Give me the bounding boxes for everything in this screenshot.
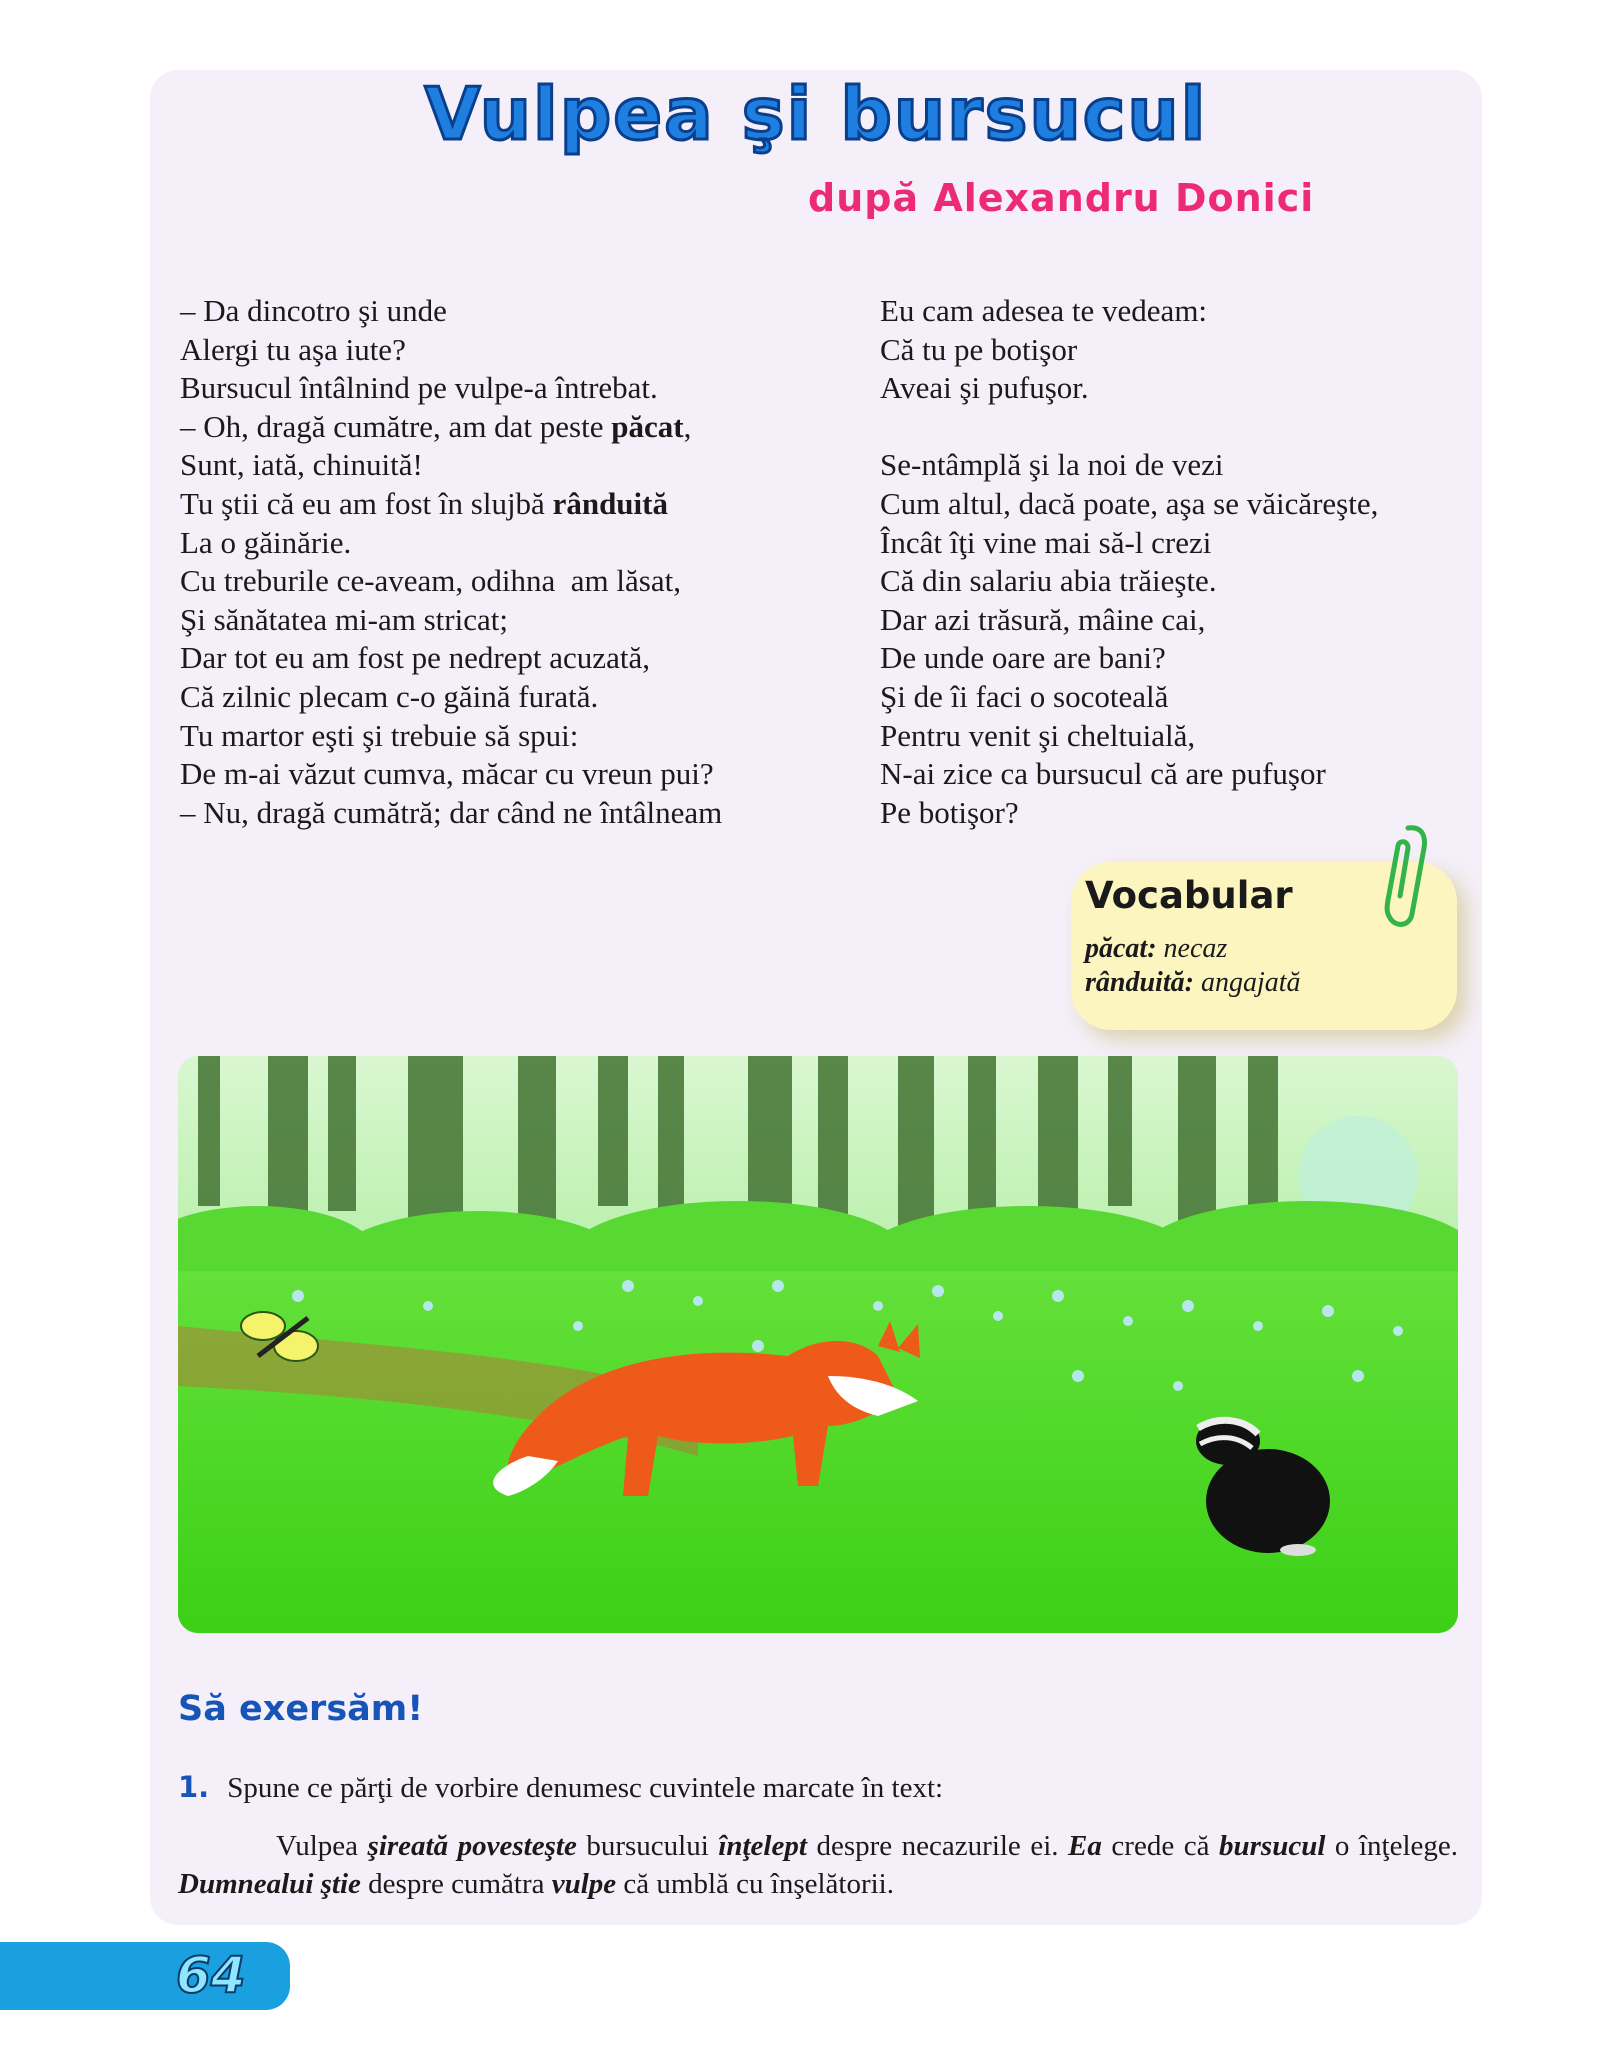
poem-line [880,794,1378,833]
text-run: Cum altul, dacă poate, aşa se văicăreşte, [880,485,1379,521]
poem-line [880,485,1378,524]
poem-line [880,678,1378,717]
poem-line [880,446,1378,485]
text-run: La o găinărie. [180,524,352,560]
fox-badger-illustration [178,1056,1458,1633]
marked-word: păcat [611,408,684,444]
text-run: bursucului [576,1830,719,1862]
text-run: – Nu, dragă cumătră; dar când ne întâlneam [180,794,723,830]
text-run: Încât îţi vine mai să-l crezi [880,524,1212,560]
text-run: – Da dincotro şi unde [180,293,447,328]
text-run: N-ai zice ca bursucul că are pufuşor [880,756,1326,792]
poem-line [180,639,722,678]
text-run: Alergi tu aşa iute? [180,331,406,367]
vocabulary-definition: necaz [1156,933,1228,964]
text-run: că umblă cu înşelătorii. [616,1868,894,1900]
exercise-instruction: Spune ce părţi de vorbire denumesc cuvintele marcate în text: [227,1772,944,1804]
poem-line [880,331,1378,370]
text-run: despre necazurile ei. [806,1830,1069,1862]
poem-column-right [880,292,1378,832]
text-run: Tu martor eşti şi trebuie să spui: [180,717,579,753]
text-run: Cu treburile ce-aveam, odihna am lăsat, [180,563,681,599]
exercise-heading: Să exersăm! [178,1689,424,1729]
poem-line [880,524,1378,563]
poem-line [180,755,722,794]
text-run: Pentru venit şi cheltuială, [880,717,1196,753]
marked-word: vulpe [551,1868,617,1900]
page-title: Vulpea şi bursucul [424,72,1208,156]
vocabulary-term: rânduită: [1085,967,1194,998]
poem-line [180,408,722,447]
page-number: 64 [176,1946,246,2004]
marked-word: rânduită [552,485,668,521]
text-run: Vulpea [276,1830,368,1862]
poem-line [880,562,1378,601]
poem-line [180,717,722,756]
text-run: o înţelege. [1325,1830,1458,1862]
vocabulary-list [1085,932,1301,1000]
poem-line [180,524,722,563]
poem-line [880,755,1378,794]
poem-line [180,562,722,601]
marked-word: bursucul [1219,1830,1326,1862]
text-run: Că tu pe botişor [880,331,1078,367]
exercise-number: 1. [178,1770,210,1804]
text-run: Dar azi trăsură, mâine cai, [880,601,1206,637]
text-run: Se-ntâmplă şi la noi de vezi [880,447,1224,483]
text-run: Sunt, iată, chinuită! [180,447,423,483]
poem-line [180,292,722,331]
poem-line [180,446,722,485]
text-run: De unde oare are bani? [880,640,1166,676]
poem-line [880,408,1378,447]
text-run [313,1868,320,1900]
vocabulary-term: păcat: [1085,933,1157,964]
exercise-item [178,1770,943,1805]
exercise-paragraph [178,1827,1458,1903]
text-run [448,1830,458,1862]
text-run: Eu cam adesea te vedeam: [880,293,1208,328]
vocabulary-entry [1085,932,1301,966]
text-run: Şi sănătatea mi-am stricat; [180,601,508,637]
poem-line [180,794,722,833]
marked-word: Ea [1068,1830,1102,1862]
text-run: Şi de îi faci o socoteală [880,678,1169,714]
vocabulary-title: Vocabular [1085,874,1293,917]
text-run: Bursucul întâlnind pe vulpe-a întrebat. [180,370,658,406]
poem-line [180,485,722,524]
marked-word: povesteşte [457,1830,577,1862]
poem-line [180,369,722,408]
poem-column-left [180,292,722,832]
text-run: , [683,408,692,444]
text-run: despre cumătra [360,1868,552,1900]
marked-word: ştie [320,1868,361,1900]
text-run: Pe botişor? [880,794,1019,830]
page-number-tab [0,1942,290,2010]
text-run: De m-ai văzut cumva, măcar cu vreun pui? [180,756,714,792]
author-line: după Alexandru Donici [808,176,1315,220]
poem-line [880,292,1378,331]
poem-line [880,369,1378,408]
poem-line [180,601,722,640]
text-run: Dar tot eu am fost pe nedrept acuzată, [180,640,650,676]
vocabulary-definition: angajată [1193,967,1301,998]
text-run: – Oh, dragă cumătre, am dat peste [180,408,612,444]
vocabulary-entry [1085,966,1301,1000]
text-run: Că din salariu abia trăieşte. [880,563,1217,599]
text-run: Tu ştii că eu am fost în slujbă [180,485,553,521]
poem-line [880,639,1378,678]
paperclip-icon [1378,822,1430,932]
text-run: Aveai şi pufuşor. [880,370,1089,406]
poem-line [880,601,1378,640]
poem-line [180,678,722,717]
text-run: Că zilnic plecam c-o găină furată. [180,678,599,714]
poem-line [880,717,1378,756]
marked-word: Dumnealui [178,1868,314,1900]
poem-line [180,331,722,370]
marked-word: şireată [367,1830,449,1862]
marked-word: înţelept [718,1830,807,1862]
text-run: crede că [1101,1830,1219,1862]
